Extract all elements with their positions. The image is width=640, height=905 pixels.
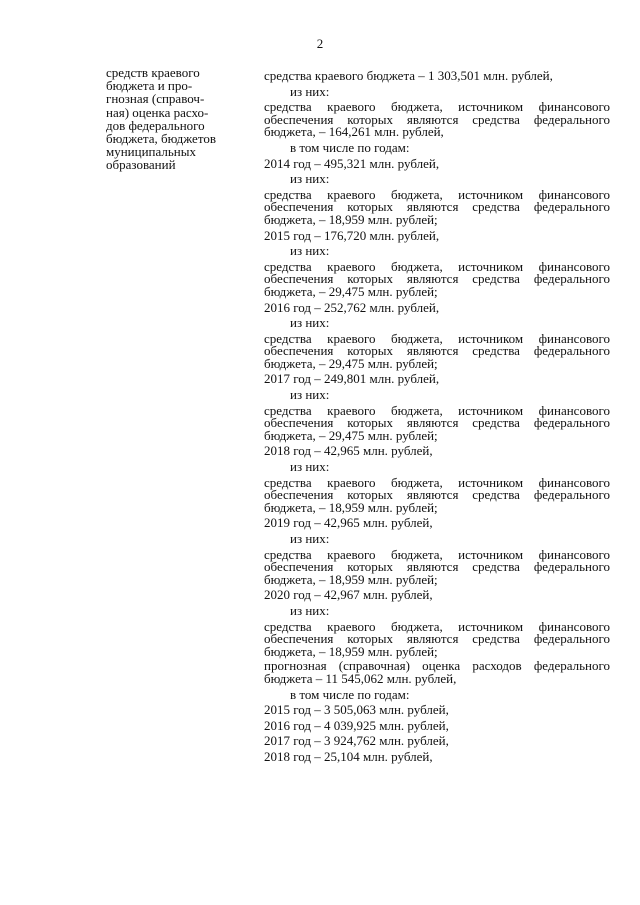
funding-details bbox=[264, 68, 610, 765]
regional-budget-total: средства краевого бюджета – 1 303,501 млн. рублей, bbox=[264, 68, 553, 83]
page-number: 2 bbox=[316, 36, 324, 51]
federal-estimate-total: прогнозная (справочная) оценка расходов федерального бюджета – 11 545,062 млн. рублей, bbox=[264, 658, 610, 686]
year-total: 2015 год – 176,720 млн. рублей, bbox=[264, 227, 440, 243]
year-total: 2016 год – 252,762 млн. рублей, bbox=[264, 299, 440, 315]
of-which-label: из них: bbox=[290, 315, 330, 331]
year-block-2018 bbox=[264, 443, 610, 514]
year-total: 2018 год – 42,965 млн. рублей, bbox=[264, 443, 433, 459]
year-block-2016 bbox=[264, 300, 610, 371]
of-which-label: из них: bbox=[290, 387, 330, 403]
federal-sourced-total: средства краевого бюджета, источником финансового обеспечения которых являются средства федерального бюджета, – 164,261 млн. рублей, bbox=[264, 99, 610, 140]
section-label-line: ная) оценка расхо- bbox=[106, 104, 209, 120]
year-federal-detail: средства краевого бюджета, источником финансового обеспечения которых являются средства федерального бюджета, – 18,959 млн. рублей; bbox=[264, 618, 610, 659]
year-federal-detail: средства краевого бюджета, источником финансового обеспечения которых являются средства федерального бюджета, – 29,475 млн. рублей; bbox=[264, 330, 610, 371]
year-block-2019 bbox=[264, 515, 610, 586]
section-label-line: средств краевого bbox=[106, 65, 200, 80]
year-federal-detail: средства краевого бюджета, источником финансового обеспечения которых являются средства федерального бюджета, – 29,475 млн. рублей; bbox=[264, 402, 610, 443]
section-label-line: бюджета и про- bbox=[106, 78, 193, 94]
of-which-label: из них: bbox=[290, 531, 330, 546]
section-label-line: образований bbox=[106, 157, 176, 173]
section-label-line: муниципальных bbox=[106, 144, 197, 160]
of-which-label: из них: bbox=[290, 243, 330, 259]
federal-year-total: 2016 год – 4 039,925 млн. рублей, bbox=[264, 717, 449, 733]
year-total: 2017 год – 249,801 млн. рублей, bbox=[264, 371, 440, 387]
year-federal-detail: средства краевого бюджета, источником финансового обеспечения которых являются средства федерального бюджета, – 18,959 млн. рублей; bbox=[264, 186, 610, 227]
year-federal-detail: средства краевого бюджета, источником финансового обеспечения которых являются средства федерального бюджета, – 18,959 млн. рублей; bbox=[264, 546, 610, 587]
of-which-label: из них: bbox=[290, 171, 330, 187]
year-block-2014 bbox=[264, 156, 610, 227]
year-total: 2019 год – 42,965 млн. рублей, bbox=[264, 515, 433, 531]
of-which-label: из них: bbox=[290, 83, 330, 99]
year-block-2017 bbox=[264, 371, 610, 442]
of-which-label: из них: bbox=[290, 459, 330, 475]
federal-year-total: 2017 год – 3 924,762 млн. рублей, bbox=[264, 733, 449, 749]
year-block-2020 bbox=[264, 587, 610, 658]
section-label-line: гнозная (справоч- bbox=[106, 91, 205, 107]
section-label-line: бюджета, бюджетов bbox=[106, 131, 216, 147]
year-total: 2014 год – 495,321 млн. рублей, bbox=[264, 155, 440, 171]
year-federal-detail: средства краевого бюджета, источником финансового обеспечения которых являются средства федерального бюджета, – 18,959 млн. рублей; bbox=[264, 474, 610, 515]
year-block-2015 bbox=[264, 228, 610, 299]
federal-year-total: 2018 год – 25,104 млн. рублей, bbox=[264, 748, 433, 764]
of-which-label: из них: bbox=[290, 602, 330, 618]
year-federal-detail: средства краевого бюджета, источником финансового обеспечения которых являются средства федерального бюджета, – 29,475 млн. рублей; bbox=[264, 258, 610, 299]
federal-year-total: 2015 год – 3 505,063 млн. рублей, bbox=[264, 702, 449, 718]
by-years-label: в том числе по годам: bbox=[290, 686, 410, 702]
year-total: 2020 год – 42,967 млн. рублей, bbox=[264, 587, 433, 603]
section-label-line: дов федерального bbox=[106, 117, 205, 133]
section-label bbox=[106, 66, 254, 172]
by-years-label: в том числе по годам: bbox=[290, 139, 410, 155]
